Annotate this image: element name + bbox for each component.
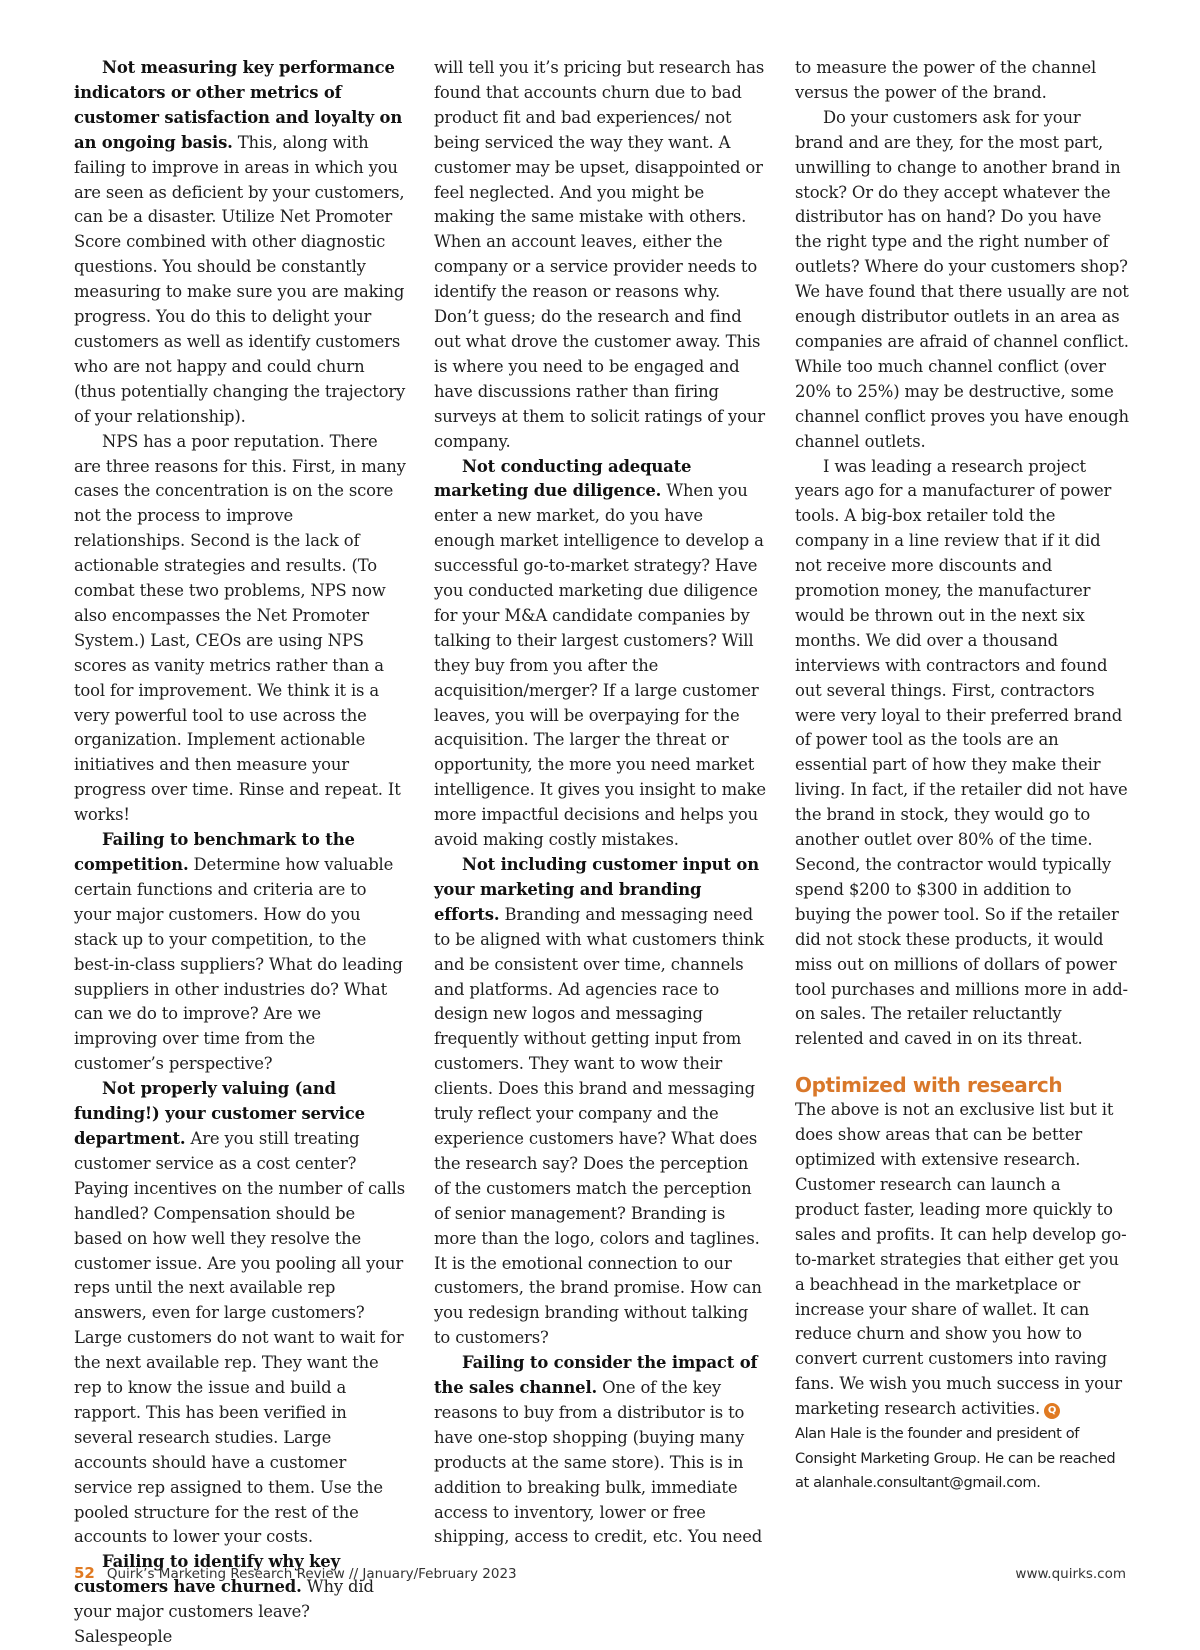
page-number: 52 (74, 1564, 95, 1582)
website-link[interactable]: www.quirks.com (1015, 1566, 1126, 1582)
lead-in: Not conducting adequate marketing due diligence. (434, 456, 692, 501)
paragraph: NPS has a poor reputation. There are three reasons for this. First, in many cases the concentration is on the score not the process to improve relationships. Second is the lack of actionable strategies and results. (To combat these two problems, NPS now also encompasses the Net Promoter System.) Last, CEOs are using NPS scores as vanity metrics rather than a tool for improvement. We think it is a very powerful tool to use across the organization. Implement actionable initiatives and then measure your progress over time. Rinse and repeat. It works! (74, 431, 406, 825)
article-column-1 (74, 56, 408, 1650)
paragraph (434, 853, 768, 1351)
lead-in: Failing to benchmark to the competition. (74, 830, 355, 874)
lead-in: Not properly valuing (and funding!) your customer service department. (74, 1079, 365, 1148)
paragraph (74, 56, 408, 430)
paragraph-text: Determine how valuable certain functions and criteria are to your major customers. How do you stack up to your competition, to the best-in-class suppliers? What do leading suppliers in other industries do? What can we do to improve? Are we improving over time from the customer’s perspective? (74, 855, 403, 1074)
paragraph-text: Branding and messaging need to be aligned with what customers think and be consistent over time, channels and platforms. Ad agencies race to design new logos and messaging frequently without getting input from customers. They want to wow their clients. Does this brand and messaging truly reflect your company and the experience customers have? What does the research say? Does the perception of the customers match the perception of senior management? Branding is more than the logo, colors and taglines. It is the emotional connection to our customers, the brand promise. How can you redesign branding without talking to customers? (434, 904, 764, 1348)
paragraph (74, 1077, 408, 1550)
paragraph (795, 1098, 1129, 1422)
lead-in: Not including customer input on your marketing and branding efforts. (434, 855, 759, 924)
footer-left (74, 1564, 517, 1582)
paragraph-text: Are you still treating customer service as a cost center? Paying incentives on the number of calls handled? Compensation should be based on how well they resolve the customer issue. Are you pooling all your reps until the next available rep answers, even for large customers? Large customers do not want to wait for the next available rep. They want the rep to know the issue and build a rapport. This has been verified in several research studies. Large accounts should have a customer service rep assigned to them. Use the pooled structure for the rest of the accounts to lower your costs. (74, 1128, 406, 1547)
paragraph-text: One of the key reasons to buy from a distributor is to have one-stop shopping (buying many products at the same store). This is in addition to breaking bulk, immediate access to inventory, lower or free shipping, access to credit, etc. You need (434, 1378, 763, 1547)
paragraph (434, 455, 768, 854)
article-column-2 (434, 56, 768, 1550)
end-of-article-icon: Q (1044, 1403, 1060, 1419)
lead-in: Not measuring key performance indicators or other metrics of customer satisfaction and loyalty on an ongoing basis. (74, 58, 403, 152)
lead-in: Failing to consider the impact of the sales channel. (434, 1353, 758, 1398)
publication-name: Quirk’s Marketing Research Review // January/February 2023 (106, 1566, 517, 1582)
paragraph-text: Why did your major customers leave? Salespeople (74, 1577, 374, 1647)
paragraph-text: This, along with failing to improve in areas in which you are seen as deficient by your customers, can be a disaster. Utilize Net Promoter Score combined with other diagnostic questions. You should be constantly measuring to make sure you are making progress. You do this to delight your customers as well as identify customers who are not happy and could churn (thus potentially changing the trajectory of your relationship). (74, 132, 406, 426)
lead-in: Failing to identify why key customers have churned. (74, 1552, 340, 1597)
page-footer (74, 1564, 1126, 1582)
paragraph-text: When you enter a new market, do you have enough market intelligence to develop a successful go-to-market strategy? Have you conducted marketing due diligence for your M&A candidate companies by talking to their largest customers? Will they buy from you after the acquisition/merger? If a large customer leaves, you will be overpaying for the acquisition. The larger the threat or opportunity, the more you need market intelligence. It gives you insight to make more impactful decisions and helps you avoid making costly mistakes. (434, 481, 766, 850)
paragraph (434, 1351, 768, 1550)
article-column-3 (795, 56, 1129, 1496)
paragraph: Do your customers ask for your brand and are they, for the most part, unwilling to change to another brand in stock? Or do they accept whatever the distributor has on hand? Do you have the right type and the right number of outlets? Where do your customers shop? We have found that there usually are not enough distributor outlets in an area as companies are afraid of channel conflict. While too much channel conflict (over 20% to 25%) may be destructive, some channel conflict proves you have enough channel outlets. (795, 107, 1129, 451)
paragraph-text: The above is not an exclusive list but it does show areas that can be better optimized with extensive research. Customer research can launch a product faster, leading more quickly to sales and profits. It can help develop go-to-market strategies that either get you a beachhead in the marketplace or increase your share of wallet. It can reduce churn and show you how to convert current customers into raving fans. We wish you much success in your marketing research activities. (795, 1100, 1127, 1419)
author-bio: Alan Hale is the founder and president of Consight Marketing Group. He can be reached at alanhale.consultant@gmail.com. (795, 1425, 1116, 1492)
paragraph: to measure the power of the channel versus the power of the brand. (795, 58, 1097, 102)
paragraph: will tell you it’s pricing but research has found that accounts churn due to bad product fit and bad experiences/ not being serviced the way they want. A customer may be upset, disappointed or feel neglected. And you might be making the same mistake with others. When an account leaves, either the company or a service provider needs to identify the reason or reasons why. Don’t guess; do the research and find out what drove the customer away. This is where you need to be engaged and have discussions rather than firing surveys at them to solicit ratings of your company. (434, 58, 765, 451)
paragraph (74, 828, 408, 1077)
section-heading: Optimized with research (795, 1073, 1063, 1098)
paragraph: I was leading a research project years ago for a manufacturer of power tools. A big-box retailer told the company in a line review that if it did not receive more discounts and promotion money, the manufacturer would be thrown out in the next six months. We did over a thousand interviews with contractors and found out several things. First, contractors were very loyal to their preferred brand of power tool as the tools are an essential part of how they make their living. In fact, if the retailer did not have the brand in stock, they would go to another outlet over 80% of the time. Second, the contractor would typically spend $200 to $300 in addition to buying the power tool. So if the retailer did not stock these products, it would miss out on millions of dollars of power tool purchases and millions more in add-on sales. The retailer reluctantly relented and caved in on its threat. (795, 456, 1128, 1049)
